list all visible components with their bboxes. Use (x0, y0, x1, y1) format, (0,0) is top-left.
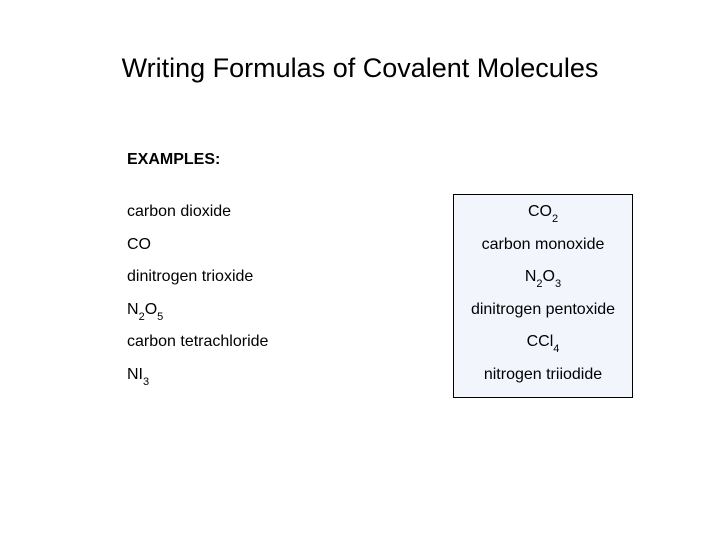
answer-column (454, 200, 632, 395)
text-part: carbon monoxide (481, 235, 605, 253)
text-part: N (127, 300, 139, 318)
text-part: O (144, 300, 158, 318)
subscript: 2 (138, 310, 145, 323)
subscript: 3 (555, 278, 562, 290)
prompt-item (127, 200, 268, 233)
subscript: 3 (143, 375, 150, 388)
text-part: CO (527, 203, 552, 220)
answer-item (454, 265, 632, 298)
text-part: O (542, 268, 555, 285)
text-part: dinitrogen pentoxide (470, 300, 616, 318)
prompt-item (127, 233, 268, 266)
text-part: carbon dioxide (127, 203, 232, 220)
prompt-item (127, 363, 268, 396)
slide-title: Writing Formulas of Covalent Molecules (121, 53, 599, 83)
text-part: CCl (526, 333, 554, 350)
prompt-item (127, 330, 268, 363)
answer-item (454, 298, 632, 331)
subscript: 4 (553, 343, 560, 355)
answer-item (454, 233, 632, 266)
text-part: carbon tetrachloride (127, 333, 269, 350)
text-part: N (524, 268, 537, 285)
answer-item (454, 363, 632, 396)
prompt-item (127, 298, 268, 331)
prompt-item (127, 265, 268, 298)
examples-heading: EXAMPLES: (127, 151, 221, 168)
subscript: 5 (157, 310, 164, 323)
text-part: nitrogen triiodide (483, 365, 603, 383)
subscript: 2 (536, 278, 543, 290)
prompt-column (127, 200, 268, 395)
answer-item (454, 200, 632, 233)
answer-item (454, 330, 632, 363)
text-part: CO (127, 235, 151, 253)
text-part: NI (127, 365, 143, 383)
subscript: 2 (551, 213, 559, 225)
text-part: dinitrogen trioxide (127, 268, 254, 285)
